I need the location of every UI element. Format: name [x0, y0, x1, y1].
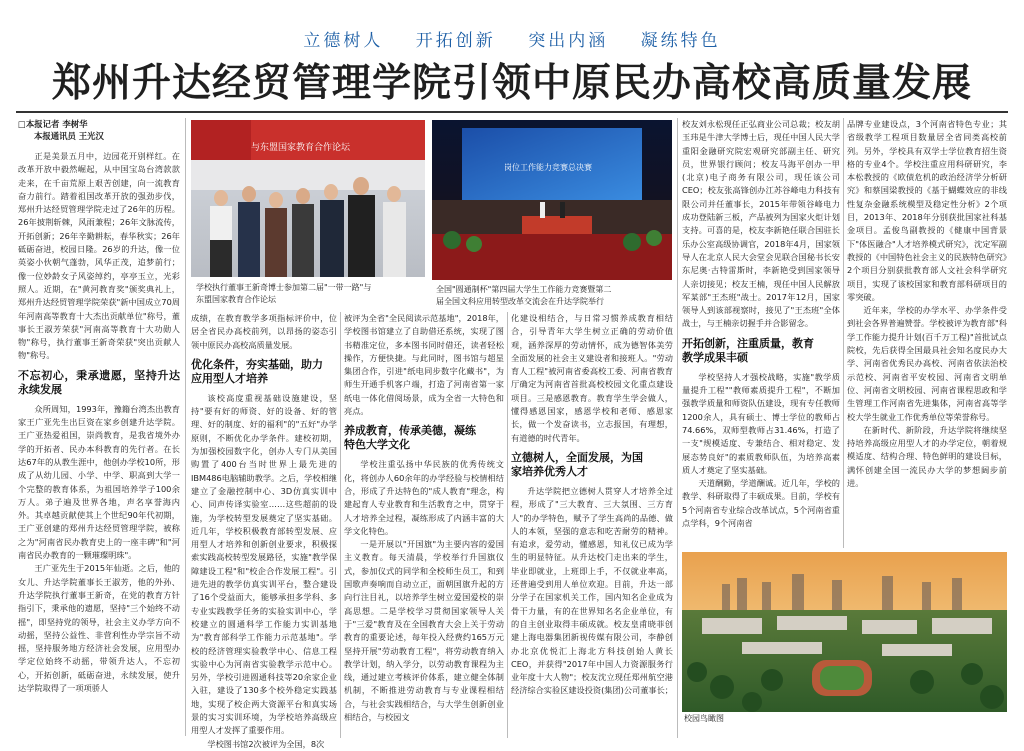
column-separator	[185, 118, 186, 736]
article-column-2	[191, 312, 337, 749]
heading-line: 优化条件，夯实基础，助力	[191, 357, 323, 371]
photo-competition	[432, 120, 672, 280]
paragraph: 正是美景五月中，边园花开别样红。在改革开放中毅然崛起，从中国宝岛台湾款款走来，在千亩荒原上艰苦创建，向一流教育奋力前行。踏着祖国改革开放的强劲步伐，郑州升达经贸管理学院走过了26年的历程。26年披荆斩棘，风雨兼程；26年文脉流传，开拓创新；26年辛勤耕耘，春华秋实；26年砥砺奋进，校园日隆。26岁的升达，像一位英姿小伙朝气蓬勃，风华正茂，追梦前行；像一位妙龄女子风姿绰约，亭亭玉立，光彩照人。近期，在"黄河教育奖"颁奖典礼上，郑州升达经贸管理学院荣获"新中国成立70周年河南高等教育十大杰出贡献单位"称号，董事长王淑芳荣获"河南高等教育十大功勋人物"称号，执行董事王新奇荣获"突出贡献人物"称号。	[18, 151, 180, 361]
caption-line: 届全国文科应用转型改革交流会在升达学院举行	[436, 297, 604, 306]
photo-campus-caption	[684, 713, 884, 725]
reporter-name: □本报记者 李树华	[18, 119, 88, 129]
heading-line: 特色大学文化	[344, 438, 410, 452]
section-heading	[344, 424, 504, 452]
paragraph: 近年来，学校的办学水平、办学条件受到社会各界普遍赞誉。学校被评为教育部"科学工作能力提升计划(百千万工程)"首批试点院校，先后获得全国最具社会知名度民办大学、河南省优秀民办高校、河南省依法治校示范校、河南省平安校园、河南省文明单位、河南省文明校园、河南省课程思政和学生管理工作河南省先进集体，河南省高等学校大学生就业工作优秀单位等荣誉称号。	[847, 305, 1007, 422]
article-column-5	[682, 118, 840, 548]
heading-line: 家培养优秀人才	[511, 464, 588, 478]
paragraph: 一是开展以"开国旗"为主要内容的爱国主义教育。每天清晨，学校举行升国旗仪式，参加仪式的同学和全校师生员工，和到国歌声奏响而自动立正，面朝国旗升起的方向行注目礼，以培养学生树立爱国爱校的崇高思想。二是学校学习贯彻国家领导人关于"三爱"教育及在全国教育大会上关于劳动教育的重要论述，每年投入经费约165万元坚持开展"劳动教育工程"，将劳动教育纳入教学计划，纳入学分，以劳动教育课程为主线，通过建立考核评价体系，建立健全体制机制，不断推进劳动教育与专业课程相结合，与社会实践相结合，与大学生创新创业相结合，与校园文	[344, 539, 504, 723]
column-separator	[507, 312, 508, 738]
heading-line: 应用型人才培养	[191, 371, 268, 385]
article-column-3	[344, 312, 504, 738]
heading-line: 养成教育，传承美德，凝练	[344, 424, 476, 438]
paragraph: 学校坚持人才强校战略，实施"教学质量提升工程""教师素质提升工程"，不断加强教学质量和师资队伍建设，现有专任教师1200余人，具有硕士、博士学位的教师占74.66%，双师型教师占31.46%，打造了一支"规模适度、专兼结合、相对稳定、发展态势良好"的素质教师队伍，为培养高素质人才奠定了坚实基础。	[682, 371, 840, 475]
subtitle	[0, 26, 1024, 51]
paragraph: 化建设相结合，与日常习惯养成教育相结合，引导青年大学生树立正确的劳动价值观，涵养深厚的劳动情怀，成为德智体美劳全面发展的社会主义建设者和接班人。"劳动育人工程"被河南省委高校工委、河南省教育厅确定为河南省首批高校校园文化重点建设项目。三是感恩教育。教育学生学会做人，懂得感恩国家，感恩学校和老师、感恩家长，做一个发奋读书，立志报国，有理想，有道德的时代青年。	[511, 313, 673, 443]
paragraph: 天道酬勤，学道酬诚。近几年，学校的教学、科研取得了丰硕成果。目前，学校有5个河南省专业综合改革试点，5个河南省重点学科，9个河南省	[682, 478, 840, 529]
photo-campus-aerial	[682, 552, 1007, 712]
article-column-4	[511, 312, 673, 738]
paragraph: 王广亚先生于2015年仙逝。之后，他的女儿、升达学院董事长王淑芳，他的外孙、升达学院执行董事王新奇，在党的教育方针指引下，秉承他的遗愿，坚持"三个始终不动摇"，即坚持党的领导，社会主义办学方向不动摇，坚持公益性、非营利性办学宗旨不动摇，坚持服务地方经济社会发展，应用型办学定位始终不动摇，带领升达人，不忘初心，开拓创新，砥砺奋进，永续发展，使升达学院取得了一项项骄人	[18, 563, 180, 693]
paragraph: 被评为全省"全民阅读示范基地"，2018年，学校图书馆建立了自助借还系统，实现了图书精准定位，多本图书同时借还，读者轻松操作，方便快捷。与此同时，图书馆与超星集团合作，引进"纸电同步数字化藏书"，为师生开通手机客户端，打造了河南省第一家纸电一体化借阅场景，成为全省一大特色和亮点。	[344, 313, 504, 417]
banner-text: 与东盟国家教育合作论坛	[251, 143, 351, 153]
article-column-1	[18, 118, 180, 736]
subtitle-part: 凝练特色	[640, 31, 721, 51]
subtitle-part: 突出内涵	[528, 31, 609, 51]
column-separator	[340, 312, 341, 738]
page-header	[0, 0, 1024, 120]
heading-line: 立德树人，全面发展，为国	[511, 450, 643, 464]
caption-line: 全国"圆通制杯"第四届大学生工作能力竞赛暨第二	[436, 285, 612, 294]
paragraph: 学校注重弘扬中华民族的优秀传统文化，将创办人60余年的办学经验与校情相结合，形成了升达特色的"成人教育"理念，构建起育人专业教育和生活教育之中，贯穿于人才培养全过程，凝练形成了内涵丰富的大学文化特色。	[344, 459, 504, 536]
section-heading	[191, 358, 337, 386]
section-heading	[511, 451, 673, 479]
photo-competition-caption	[436, 284, 674, 308]
section-heading	[682, 337, 840, 365]
paragraph: 该校高度重视基础设施建设，坚持"要有好的师资、好的设备、好的管理、好的制度、好的福利"的"五好"办学原则，不断优化办学条件。建校初期，为加强校园数字化，创办人专门从美国购置了400台当时世界上最先进的IBM486电脑辅助教学。之后，学校相继建立了金融控制中心、3D仿真实训中心、同声传译实验室……这些超前的设施，为学校转型发展奠定了坚实基础。近几年，学校积极教育部转型发展、应用型人才培养和创新创业要求，积极探索实践高校转型发展路径，实施"教学保障建设工程"和"校企合作发展工程"。引进先进的教学仿真实训平台，整合建设了16个受益面大，能够承担多学科、多专业实践教学任务的实验实训中心，学校建立的圆通科学工作能力实训基地为"教育部科学工作能力示范基地"。学校的经济管理实验教学中心、信息工程实验中心为河南省实验教学示范中心。另外，学校引进圆通科技等20余家企业入驻，建设了130多个校外稳定实践基地，实现了校企两大资源平台和真实场景的实习实训环境，为学校培养高级应用型人才发挥了重要作用。	[191, 392, 337, 736]
paragraph: 成绩，在教育教学多项指标评价中，位居全省民办高校前列，以昂扬的姿态引领中原民办高校高质量发展。	[191, 313, 337, 350]
title-divider	[16, 111, 1008, 113]
campus-aerial-image	[682, 552, 1007, 712]
forum-photo-image	[191, 120, 425, 277]
headline: 郑州升达经贸管理学院引领中原民办高校高质量发展	[51, 60, 972, 106]
subtitle-part: 开拓创新	[415, 31, 496, 51]
paragraph: 学校图书馆2次被评为全国，8次	[207, 738, 325, 749]
subtitle-part: 立德树人	[303, 31, 384, 51]
caption-line: 学校执行董事王新奇博士参加第二届"一带一路"与	[196, 283, 372, 292]
photo-forum-caption	[196, 282, 426, 306]
paragraph: 校友刘永松现任正弘商业公司总裁；校友胡玉玮是牛津大学博士后，现任中国人民大学重阳金融研究院宏观研究部副主任、研究员，世界银行顾问；校友马海平创办一甲(北京)电子商务有限公司，现任该公司CEO；校友张高锋创办江苏谷峰电力科技有限公司并任董事长，2015年带领谷峰电力成功登陆新三板，产品被列为国家火炬计划支持。可喜的是，校友李新艳任联合国驻长乐办公室高级协调官，2018年4月，国家领导人在北京人民大会堂会见联合国秘书长安东尼奥·古特雷斯时，李新艳受到国家领导人亲切接见；校友王楠，现任中国人民解放军某部"王杰班"战士。2017年12月，国家领导人到该部视察时，接见了"王杰班"全体战士，与王楠亲切握手并合影留念。	[682, 119, 840, 329]
column-separator	[677, 118, 678, 738]
competition-photo-image	[432, 120, 672, 280]
byline	[18, 118, 180, 142]
heading-line: 开拓创新，注重质量，教育	[682, 336, 814, 350]
photo-forum	[191, 120, 425, 277]
article-column-6	[847, 118, 1007, 548]
heading-line: 教学成果丰硕	[682, 350, 748, 364]
correspondent-name: 本报通讯员 王光汉	[34, 131, 104, 141]
screen-text: 岗位工作能力竞赛总决赛	[504, 163, 592, 172]
paragraph: 升达学院把立德树人贯穿人才培养全过程，形成了"三大教育、三大氛围、三方育人"的办学特色，赋予了学生高尚的品德、做人的本领，坚强的意志和吃苦耐劳的精神。有追求，爱劳动，懂感恩，知礼仪已成为学生的明显特征。从升达校门走出来的学生，毕业即就业，上班即上手，不仅就业率高，还普遍受到用人单位欢迎。目前，升达一部分学子在国家机关工作，国内知名企业成为骨干力量，有的在世界知名名企业单位，有的自主创业取得丰硕成就。校友皇甫晓菲创建上海电器集团新视传媒有限公司，李静创办北京优悦汇上海北方科技创始人黄长CEO，并获得"2017年中国人力资源服务行业年度十大人物"；校友沈立现任郑州航空港经济综合实验区建设投资(集团)公司董事长；	[511, 485, 673, 696]
paragraph: 品牌专业建设点，3个河南省特色专业；其省级教学工程项目数量居全省同类高校前列。另外，学校具有双学士学位教育招生资格的专业4个。学校注重应用科研研究，李本松教授的《欧债危机的政治经济学分析研究》和蔡国梁教授的《基于蝴蝶效应的非线性复杂金融系统模型及稳定性分析》2个项目，2013年、2018年分别获批国家社科基金项目。孟俊鸟副教授的《健康中国背景下"体医融合"人才培养模式研究》，沈定军副教授的《中国特色社会主义的民族特色研究》2个项目分别获批教育部人文社会科学研究项目，实现了该校国家和教育部科研项目的零突破。	[847, 119, 1007, 302]
paragraph: 众所周知，1993年，豫籍台湾杰出教育家王广亚先生出巨资在家乡创建升达学院。王广亚热爱祖国，崇尚教育，是我省境外办学的开拓者、民办本科教育的先行者。在长达67年的从教生涯中，他创办学校10所，形成了从幼儿园、小学、中学、职高到大学一个完整的教育体系，为祖国培养学子100余万人。弟子遍及世界各地，声名享誉海内外。其卓越贡献使其上个世纪90年代初期，王广亚创建的郑州升达经贸管理学院，被称之为"河南省民办教育史上的一座丰碑"和"河南省民办教育的一颗璀璨明珠"。	[18, 403, 180, 561]
column-separator	[843, 118, 844, 548]
paragraph: 在新时代、新阶段，升达学院将继续坚持培养高级应用型人才的办学定位，朝着规模适度、结构合理、特色鲜明的建设目标，满怀创建全国一流民办大学的梦想阔步前进。	[847, 424, 1007, 489]
section-heading: 不忘初心，秉承遗愿，坚持升达永续发展	[18, 368, 180, 396]
caption-line: 东盟国家教育合作论坛	[196, 295, 276, 304]
caption-line: 校园鸟瞰图	[684, 714, 724, 723]
